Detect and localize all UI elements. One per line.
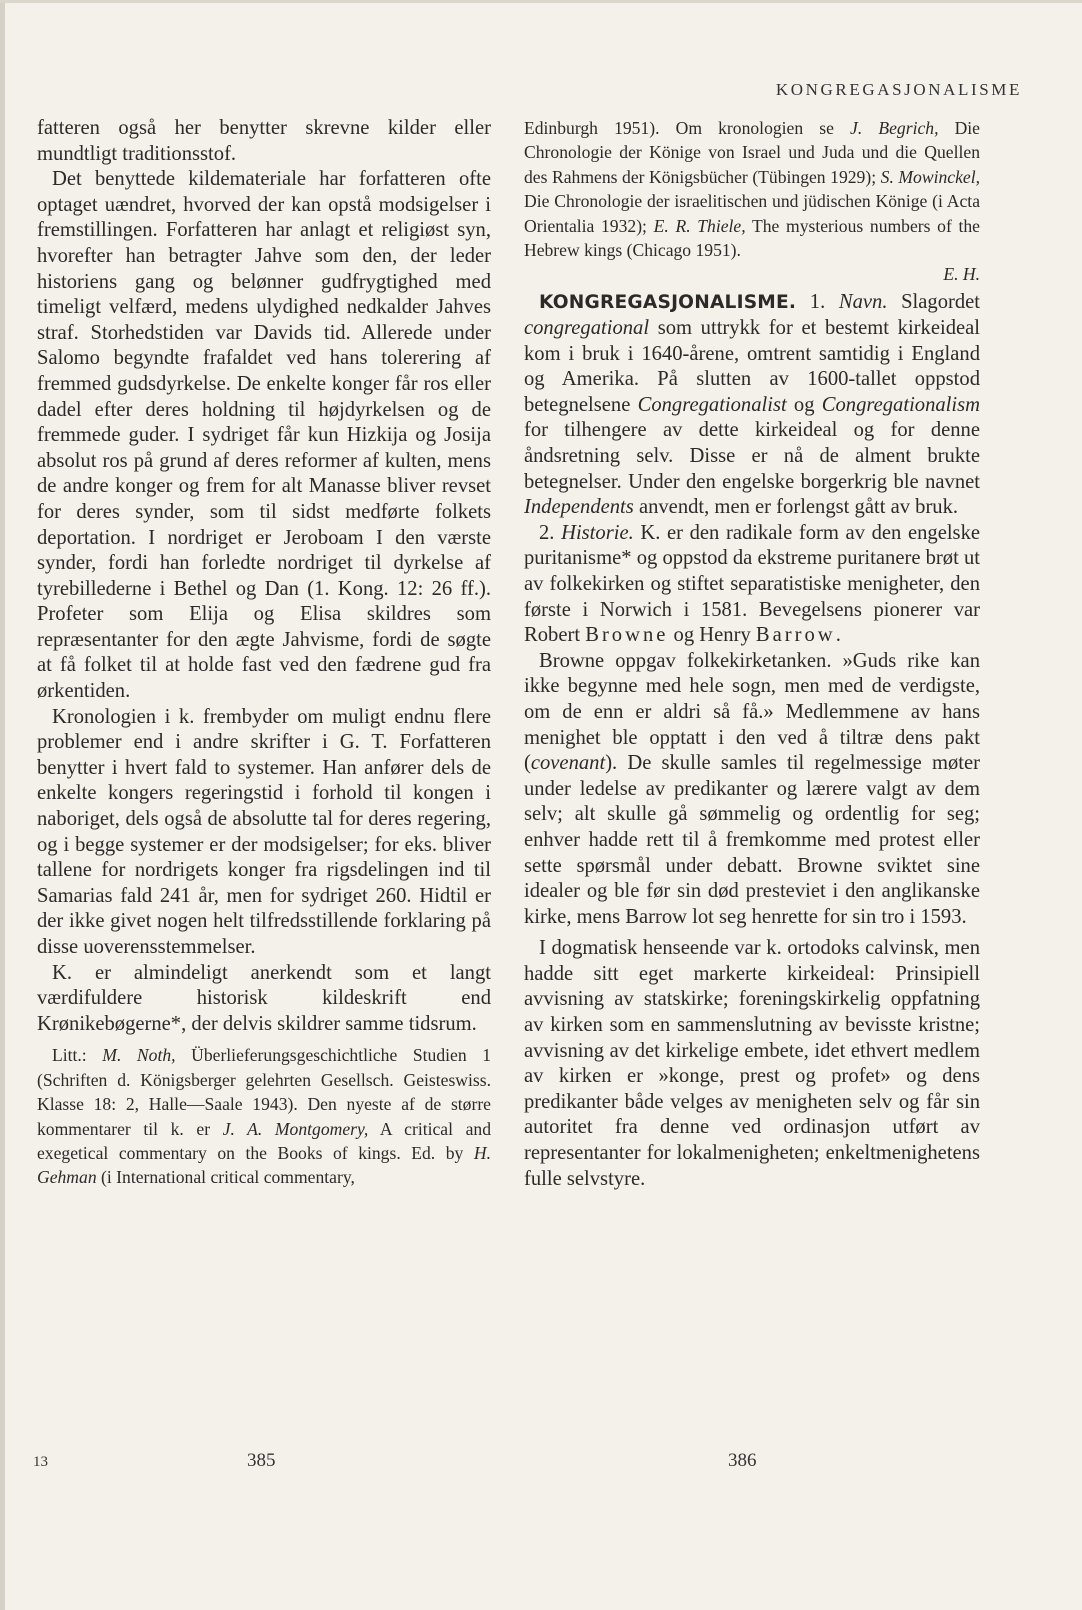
term-covenant: covenant xyxy=(530,752,606,775)
lit-cont-text-3: Die Chronologie der israelitischen und jüdischen Könige (i Acta Orientalia 1932); xyxy=(524,191,980,236)
page-number-left: 385 xyxy=(247,1450,276,1471)
entry-text-1: 1. xyxy=(796,291,839,314)
lit-cont-text-1: Edinburgh 1951). Om kronologien se xyxy=(524,118,851,138)
entry-text-3: som uttrykk for et bestemt kirkeideal kom i bruk i 1640-årene, omtrent samtidig i England og Amerika. På slutten av 1600-tallet oppstod betegnelsene xyxy=(524,317,980,416)
signature-mark: 13 xyxy=(33,1454,48,1470)
entry-text-2: Slagordet xyxy=(887,291,981,314)
historie-text-2: K. er den radikale form av den engelske puritanisme* og oppstod da ekstreme puritanere brøt ut av folkekirken og stiftet separatistiske menigheter, den første i Norwich i 1581. Bevegelsens pionerer var Robert xyxy=(524,521,981,647)
entry-headword: KONGREGASJONALISME. xyxy=(539,292,797,314)
term-congregationalist: Congregationalist xyxy=(637,393,787,416)
author-mowinckel: S. Mowinckel, xyxy=(880,166,980,187)
entry-text-5: for tilhengere av dette kirkeideal og for denne åndsretning selv. Disse er nå de alment brukte betegnelser. Under den engelske borgerkrig ble navnet xyxy=(524,419,980,493)
literature-text-1: Überlieferungsgeschichtliche Studien 1 (Schriften d. Königsberger gelehrten Gesellsch. Geisteswiss. Klasse 18: 2, Halle—Saale 1943). Den nyeste af de større kommentarer til k. er xyxy=(37,1045,491,1139)
author-thiele: E. R. Thiele, xyxy=(653,215,746,236)
lit-cont-text-4: The mysterious numbers of the Hebrew kings (Chicago 1951). xyxy=(524,215,980,261)
author-noth: M. Noth, xyxy=(102,1045,176,1066)
literature-continuation xyxy=(524,116,980,262)
literature-label: Litt.: xyxy=(52,1045,87,1066)
author-montgomery: J. A. Montgomery, xyxy=(222,1118,369,1139)
left-paragraph-4: K. er almindeligt anerkendt som et langt værdifuldere historisk kildeskrift end Krønikebøgerne*, der delvis skildrer samme tidsrum. xyxy=(37,961,491,1035)
entry-paragraph-browne xyxy=(524,649,980,931)
entry-paragraph-navn xyxy=(524,290,980,520)
entry-paragraph-dogmatisk: I dogmatisk henseende var k. ortodoks calvinsk, men hadde sitt eget markerte kirkeideal: Prinsipiell avvisning av statskirke; foreningskirkelig oppfatning av kirken som en sammenslutning av bevisste kristne; avvisning av det kirkelige embete, idet ethvert medlem av kirken er »konge, prest og profet» og dens predikanter både velges av menigheten selv og får sin autoritet fra denne ved ordinasjon utført av representanter for lokalmenigheten; enkeltmenighetens fulle selvstyre. xyxy=(524,937,980,1190)
section-label-navn: Navn. xyxy=(838,291,888,314)
term-congregational: congregational xyxy=(524,317,650,340)
term-congregationalism: Congregationalism xyxy=(821,393,981,416)
browne-text-2: ). De skulle samles til regelmessige møter under ledelse av predikanter og lærere valgt av dem selv; alt skulle gå sømmelig og ordentlig for seg; enhver hadde rett til å fremkomme med protest eller sette spørsmål under debatt. Browne sviktet sine idealer og ble før sin død presteviet i den anglikanske kirke, mens Barrow lot seg henrette for sin tro i 1593. xyxy=(524,752,980,928)
left-paragraph-3: Kronologien i k. frembyder om muligt endnu flere problemer end i andre skrifter i G. T. Forfatteren benytter i hvert fald to systemer. Han anfører dels de enkelte kongers regeringstid i forhold til kongen i naboriget, dels også de absolutte tal for deres regering, og i begge systemer er der modsigelser; for eks. bliver tallene for nordrigets konger fra rigsdelingen ind til Samarias fald 241 år, men for sydriget 260. Hidtil er der ikke givet nogen helt tilfredsstillende forklaring på disse uoverensstemmelser. xyxy=(37,705,491,958)
historie-text-3: og Henry xyxy=(668,624,756,647)
literature-text-3: (i International critical commentary, xyxy=(96,1167,355,1188)
term-independents: Independents xyxy=(524,496,634,519)
author-begrich: J. Begrich, xyxy=(850,118,939,138)
literature-text-2: A critical and exegetical commentary on the Books of kings. Ed. by xyxy=(37,1118,491,1163)
page-number-right: 386 xyxy=(728,1450,757,1471)
entry-text-6: anvendt, men er forlengst gått av bruk. xyxy=(633,496,959,519)
name-barrow: Barrow xyxy=(755,624,836,647)
left-paragraph-2: Det benyttede kildemateriale har forfatteren ofte optaget uændret, hvorved der kan opstå modsigelser i fremstillingen. Forfatteren har anlagt et religiøst syn, hvorefter han betragter Jahve som den, der leder historiens gang og belønner gudfrygtighed med timeligt velfærd, medens ulydighed nedkalder Jahves straf. Storhedstiden var Davids tid. Allerede under Salomo begyndte frafaldet ved hans tolerering af fremmed gudsdyrkelse. De enkelte konger får ros eller dadel efter deres holdning til højdyrkelsen og de fremmede guder. I sydriget får kun Hizkija og Josija absolut ros på grund af deres reformer af kulten, mens de andre konger og frem for alt Manasse bliver revset for deres synder, som til sidst medførte folkets deportation. I nordriget er Jeroboam I den værste synder, fordi han forledte nordriget til dyrkelse af tyrebillederne i Bethel og Dan (1. Kong. 12: 26 ff.). Profeter som Elija og Elisa skildres som repræsentanter for den ægte Jahvisme, fordi de søgte at få folket til at holde fast ved den fædrene gud fra ørkentiden. xyxy=(37,168,491,703)
section-label-historie: Historie. xyxy=(561,521,634,544)
entry-text-4: og xyxy=(786,393,822,416)
entry-paragraph-historie xyxy=(524,521,980,649)
name-browne: Browne xyxy=(585,624,669,647)
historie-text-1: 2. xyxy=(539,521,562,544)
page-edge-left xyxy=(0,0,5,1610)
left-paragraph-1: fatteren også her benytter skrevne kilder eller mundtligt traditionsstof. xyxy=(37,117,491,165)
browne-text-1: Browne oppgav folkekirketanken. »Guds rike kan ikke begynne med hele sogn, men med de verdigste, om de enn er aldri så få.» Medlemmene av hans menighet ble opptatt i den ved å tiltræ dens pakt ( xyxy=(524,649,980,775)
historie-text-4: . xyxy=(835,624,841,647)
article-signature: E. H. xyxy=(943,264,980,285)
left-column xyxy=(37,116,491,1190)
page-edge-top xyxy=(0,0,1082,3)
literature-paragraph xyxy=(37,1043,491,1189)
author-gehman: H. Gehman xyxy=(37,1143,491,1188)
lit-cont-text-2: Die Chronologie der Könige von Israel und Juda und die Quellen des Rahmens der Königsbücher (Tübingen 1929); xyxy=(524,118,980,187)
right-column xyxy=(524,116,980,1192)
running-head: KONGREGASJONALISME xyxy=(775,80,1022,99)
